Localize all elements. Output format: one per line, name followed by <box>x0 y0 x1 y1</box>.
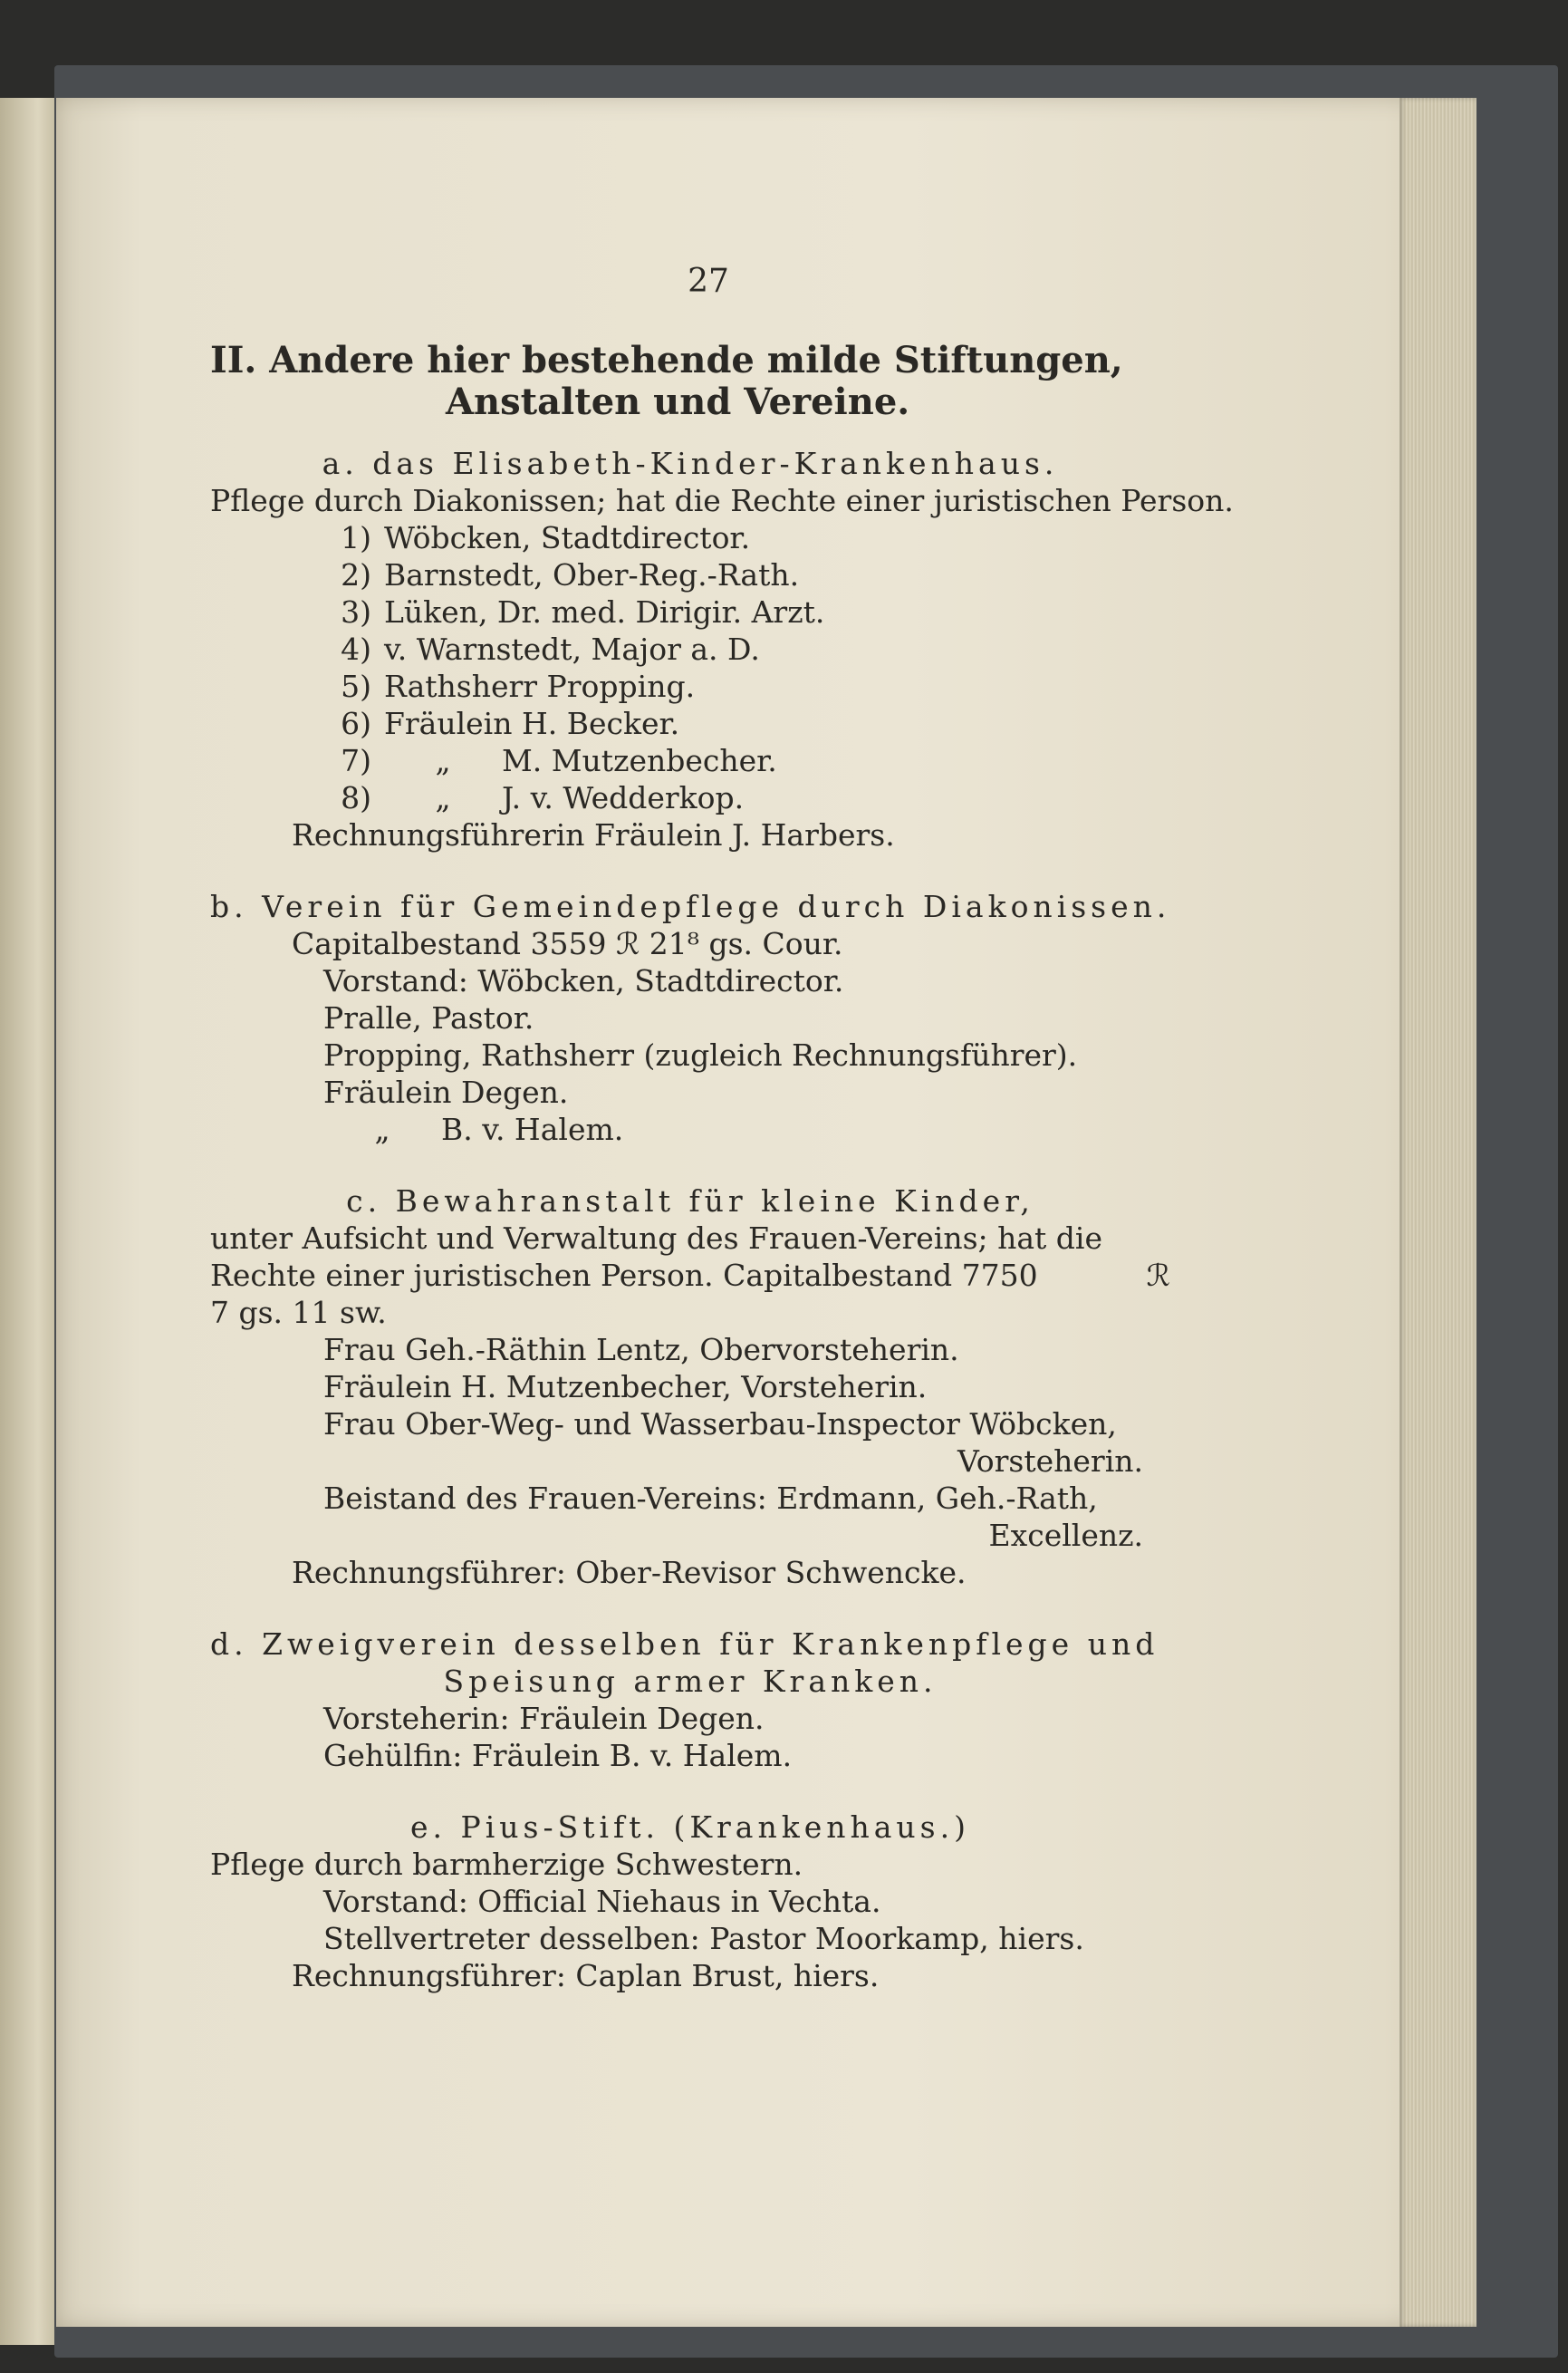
section-c-heading: c. Bewahranstalt für kleine Kinder, <box>346 1183 1034 1219</box>
member-name: J. v. Wedderkop. <box>502 780 745 815</box>
member-row <box>210 742 1170 779</box>
member-name: Fräulein H. Becker. <box>384 706 680 741</box>
member-number: 5) <box>341 669 371 704</box>
section-c-description: 7 gs. 11 sw. <box>210 1295 387 1330</box>
section-a-intro: Pflege durch Diakonissen; hat die Rechte einer juristischen Person. <box>210 483 1234 518</box>
section-e-heading: e. Pius-Stift. (Krankenhaus.) <box>410 1809 970 1845</box>
section-c-person: Fräulein H. Mutzenbecher, Vorsteherin. <box>323 1369 928 1404</box>
member-row <box>210 705 1170 742</box>
member-name: M. Mutzenbecher. <box>502 743 777 778</box>
page-content <box>210 263 1234 1994</box>
section-b-board-member: Propping, Rathsherr (zugleich Rechnungsführer). <box>323 1037 1078 1073</box>
member-number: 6) <box>341 706 371 741</box>
section-e <box>210 1809 1170 1994</box>
section-c-person: Frau Geh.-Räthin Lentz, Obervorsteherin. <box>323 1332 959 1367</box>
member-row <box>210 779 1170 816</box>
section-b-capital: Capitalbestand 3559 ℛ 21⁸ gs. Cour. <box>292 926 843 961</box>
section-a-heading: a. das Elisabeth-Kinder-Krankenhaus. <box>322 446 1059 481</box>
member-number: 2) <box>341 557 371 593</box>
section-e-treasurer: Rechnungsführer: Caplan Brust, hiers. <box>292 1958 880 1993</box>
section-e-deputy: Stellvertreter desselben: Pastor Moorkamp, hiers. <box>323 1921 1084 1956</box>
title-line-1: II. Andere hier bestehende milde Stiftungen, <box>210 339 1123 381</box>
section-a <box>210 445 1234 854</box>
section-e-board: Vorstand: Official Niehaus in Vechta. <box>323 1884 881 1919</box>
section-d <box>210 1625 1170 1774</box>
section-c-description: unter Aufsicht und Verwaltung des Frauen-Vereins; hat die <box>210 1220 1103 1256</box>
section-e-care: Pflege durch barmherzige Schwestern. <box>210 1847 803 1882</box>
section-b-board-member: Fräulein Degen. <box>323 1075 569 1110</box>
section-c <box>210 1182 1170 1591</box>
member-name: Barnstedt, Ober-Reg.-Rath. <box>384 557 800 593</box>
member-row <box>210 519 1170 556</box>
section-b <box>210 888 1170 1148</box>
section-c-person: Frau Ober-Weg- und Wasserbau-Inspector Wöbcken, <box>323 1406 1117 1442</box>
section-b-board-member <box>210 1111 1170 1148</box>
ditto-mark: „ <box>374 1112 390 1147</box>
section-b-board-label: Vorstand: Wöbcken, Stadtdirector. <box>323 963 844 998</box>
member-row <box>210 556 1170 593</box>
section-c-capital-text: Rechte einer juristischen Person. Capitalbestand 7750 <box>210 1258 1038 1293</box>
section-d-heading: d. Zweigverein desselben für Krankenpflege und <box>210 1626 1159 1662</box>
member-row <box>210 593 1170 631</box>
section-d-heading: Speisung armer Kranken. <box>443 1664 938 1699</box>
member-name: B. v. Halem. <box>441 1112 624 1147</box>
member-name: Lüken, Dr. med. Dirigir. Arzt. <box>384 594 825 630</box>
section-d-line: Gehülfin: Fräulein B. v. Halem. <box>323 1738 793 1773</box>
ditto-mark: „ <box>435 780 451 815</box>
section-b-heading: b. Verein für Gemeindepflege durch Diakonissen. <box>210 889 1171 924</box>
page-edges <box>1400 98 1477 2327</box>
member-row <box>210 631 1170 668</box>
member-number: 1) <box>341 520 371 555</box>
facing-page-edge <box>0 98 56 2345</box>
section-c-beistand: Beistand des Frauen-Vereins: Erdmann, Geh.-Rath, <box>323 1481 1098 1516</box>
section-c-beistand-title: Excellenz. <box>988 1518 1143 1553</box>
member-name: Rathsherr Propping. <box>384 669 696 704</box>
member-number: 4) <box>341 632 371 667</box>
member-number: 3) <box>341 594 371 630</box>
section-a-member-list <box>210 519 1170 816</box>
currency-symbol: ℛ <box>1146 1258 1170 1293</box>
member-name: v. Warnstedt, Major a. D. <box>384 632 760 667</box>
section-d-line: Vorsteherin: Fräulein Degen. <box>323 1701 765 1736</box>
section-c-person-role: Vorsteherin. <box>957 1443 1143 1479</box>
member-number: 8) <box>341 780 371 815</box>
section-b-board-member: Pralle, Pastor. <box>323 1000 534 1036</box>
member-name: Wöbcken, Stadtdirector. <box>384 520 751 555</box>
page-title <box>210 340 1170 423</box>
section-c-treasurer: Rechnungsführer: Ober-Revisor Schwencke. <box>292 1555 967 1590</box>
title-line-2: Anstalten und Vereine. <box>446 381 910 423</box>
section-c-description <box>210 1257 1170 1294</box>
page-number: 27 <box>688 263 729 300</box>
member-row <box>210 668 1170 705</box>
member-number: 7) <box>341 743 371 778</box>
section-a-treasurer: Rechnungsführerin Fräulein J. Harbers. <box>292 817 895 853</box>
ditto-mark: „ <box>435 743 451 778</box>
